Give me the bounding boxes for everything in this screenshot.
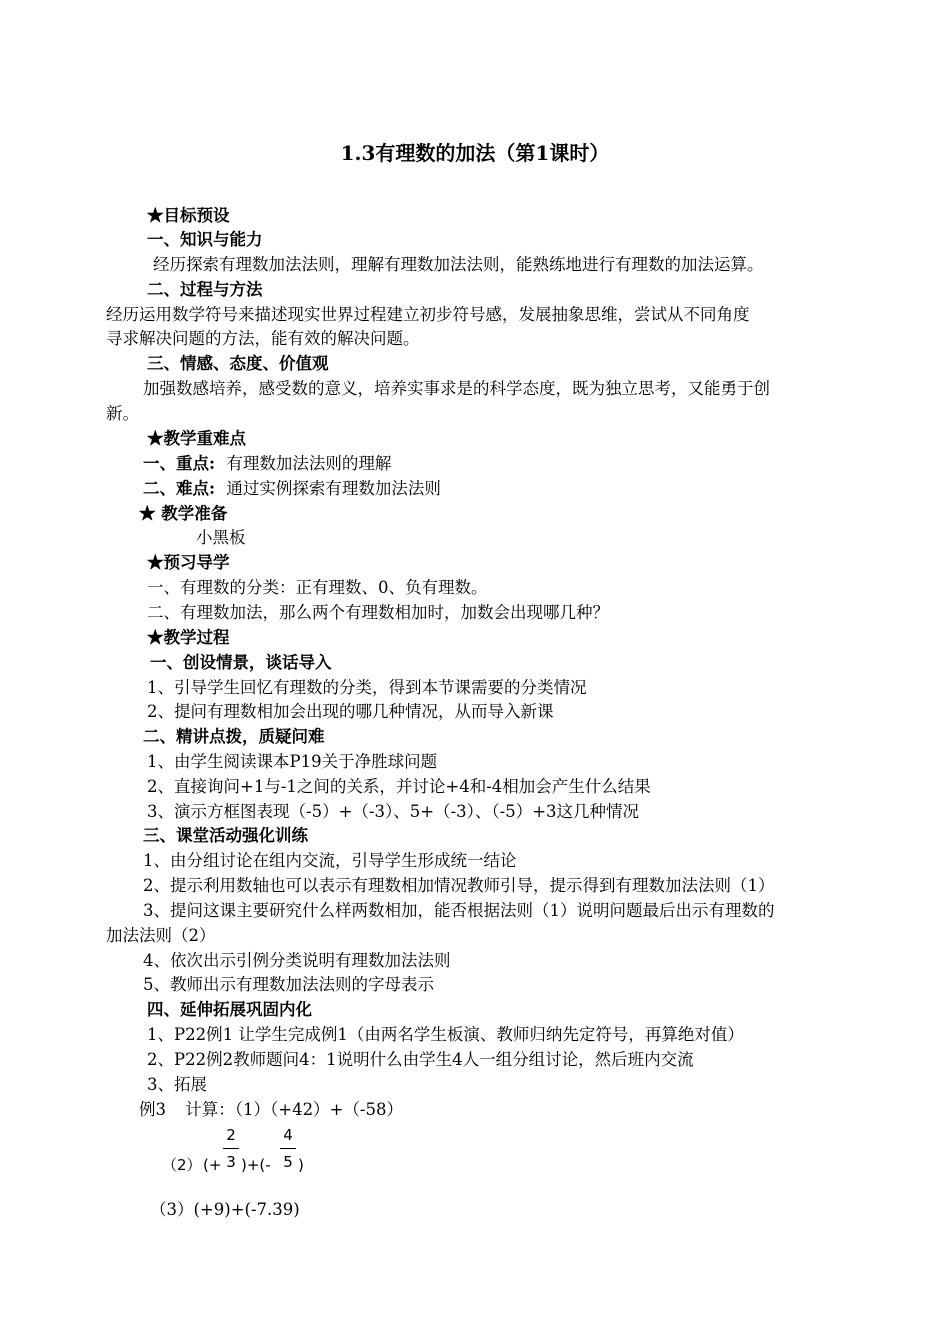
fraction-2-denominator: 5: [283, 1153, 293, 1171]
preview-line-1: 一、有理数的分类：正有理数、0、负有理数。: [147, 578, 488, 597]
process-item-d2: 2、P22例2教师题问4：1说明什么由学生4人一组分组讨论，然后班内交流: [147, 1050, 694, 1069]
subheading-attitude: 三、情感、态度、价值观: [147, 354, 329, 373]
process-item-c2: 2、提示利用数轴也可以表示有理数相加情况教师引导，提示得到有理数加法法则（1）: [143, 876, 775, 895]
process-item-b2: 2、直接询问+1与-1之间的关系，并讨论+4和-4相加会产生什么结果: [147, 777, 651, 796]
process-item-b1: 1、由学生阅读课本P19关于净胜球问题: [147, 752, 438, 771]
section-heading-preparation: ★ 教学准备: [139, 504, 228, 523]
difficulty-row: [143, 478, 441, 500]
section-heading-preview: ★预习导学: [147, 553, 230, 572]
process-item-d1: 1、P22例1 让学生完成例1（由两名学生板演、教师归纳先定符号，再算绝对值）: [147, 1025, 744, 1044]
process-item-c3-line2: 加法法则（2）: [106, 926, 216, 945]
paragraph-process-line1: 经历运用数学符号来描述现实世界过程建立初步符号感，发展抽象思维，尝试从不同角度: [106, 305, 750, 324]
example-2-middle: )+(-: [241, 1156, 271, 1174]
fraction-1-numerator: 2: [226, 1126, 236, 1144]
keypoint-label: 一、重点:: [143, 454, 216, 473]
example-label: 例3: [139, 1100, 166, 1119]
section-heading-process: ★教学过程: [147, 628, 230, 647]
difficulty-label: 二、难点:: [143, 479, 216, 498]
paragraph-attitude-line2: 新。: [106, 404, 139, 423]
subheading-knowledge: 一、知识与能力: [147, 230, 263, 249]
process-item-b3: 3、演示方框图表现（-5）+（-3）、5+（-3）、（-5）+3这几种情况: [147, 802, 640, 821]
example-calc-1: 计算：（1）（+42）+（-58）: [185, 1100, 403, 1119]
paragraph-knowledge: 经历探索有理数加法法则，理解有理数加法法则，能熟练地进行有理数的加法运算。: [153, 255, 764, 274]
example-2-open: (+: [203, 1156, 222, 1174]
difficulty-text: 通过实例探索有理数加法法则: [226, 479, 441, 498]
process-item-c3-line1: 3、提问这课主要研究什么样两数相加，能否根据法则（1）说明问题最后出示有理数的: [143, 901, 775, 920]
process-item-a2: 2、提问有理数相加会出现的哪几种情况，从而导入新课: [147, 702, 554, 721]
fraction-2-bar: [280, 1148, 296, 1149]
example-2-close: ): [298, 1156, 304, 1174]
example-2-prefix: （2）: [162, 1156, 202, 1174]
keypoint-text: 有理数加法法则的理解: [226, 454, 392, 473]
fraction-1-bar: [223, 1148, 239, 1149]
paragraph-process-line2: 寻求解决问题的方法，能有效的解决问题。: [106, 329, 420, 348]
process-subheading-2: 二、精讲点拨，质疑问难: [143, 727, 325, 746]
process-subheading-4: 四、延伸拓展巩固内化: [147, 1000, 312, 1019]
process-item-c1: 1、由分组讨论在组内交流，引导学生形成统一结论: [143, 851, 517, 870]
process-item-c5: 5、教师出示有理数加法法则的字母表示: [143, 975, 434, 994]
page-title: 1.3有理数的加法（第1课时）: [340, 141, 610, 165]
preparation-item: 小黑板: [196, 528, 246, 547]
process-item-c4: 4、依次出示引例分类说明有理数加法法则: [143, 951, 451, 970]
fraction-2-numerator: 4: [283, 1126, 293, 1144]
process-subheading-1: 一、创设情景，谈话导入: [150, 653, 332, 672]
section-heading-keypoints: ★教学重难点: [147, 429, 246, 448]
preview-line-2: 二、有理数加法，那么两个有理数相加时，加数会出现哪几种？: [147, 603, 609, 622]
process-subheading-3: 三、课堂活动强化训练: [143, 826, 308, 845]
keypoint-row: [143, 453, 391, 475]
process-item-a1: 1、引导学生回忆有理数的分类，得到本节课需要的分类情况: [147, 678, 587, 697]
paragraph-attitude-line1: 加强数感培养，感受数的意义，培养实事求是的科学态度，既为独立思考，又能勇于创: [143, 379, 770, 398]
example-row-1: [139, 1099, 403, 1121]
fraction-1-denominator: 3: [226, 1153, 236, 1171]
subheading-process: 二、过程与方法: [147, 280, 263, 299]
process-item-d3: 3、拓展: [147, 1075, 207, 1094]
section-heading-goals: ★目标预设: [147, 206, 230, 225]
example-3: （3）(+9)+(-7.39): [150, 1200, 300, 1219]
